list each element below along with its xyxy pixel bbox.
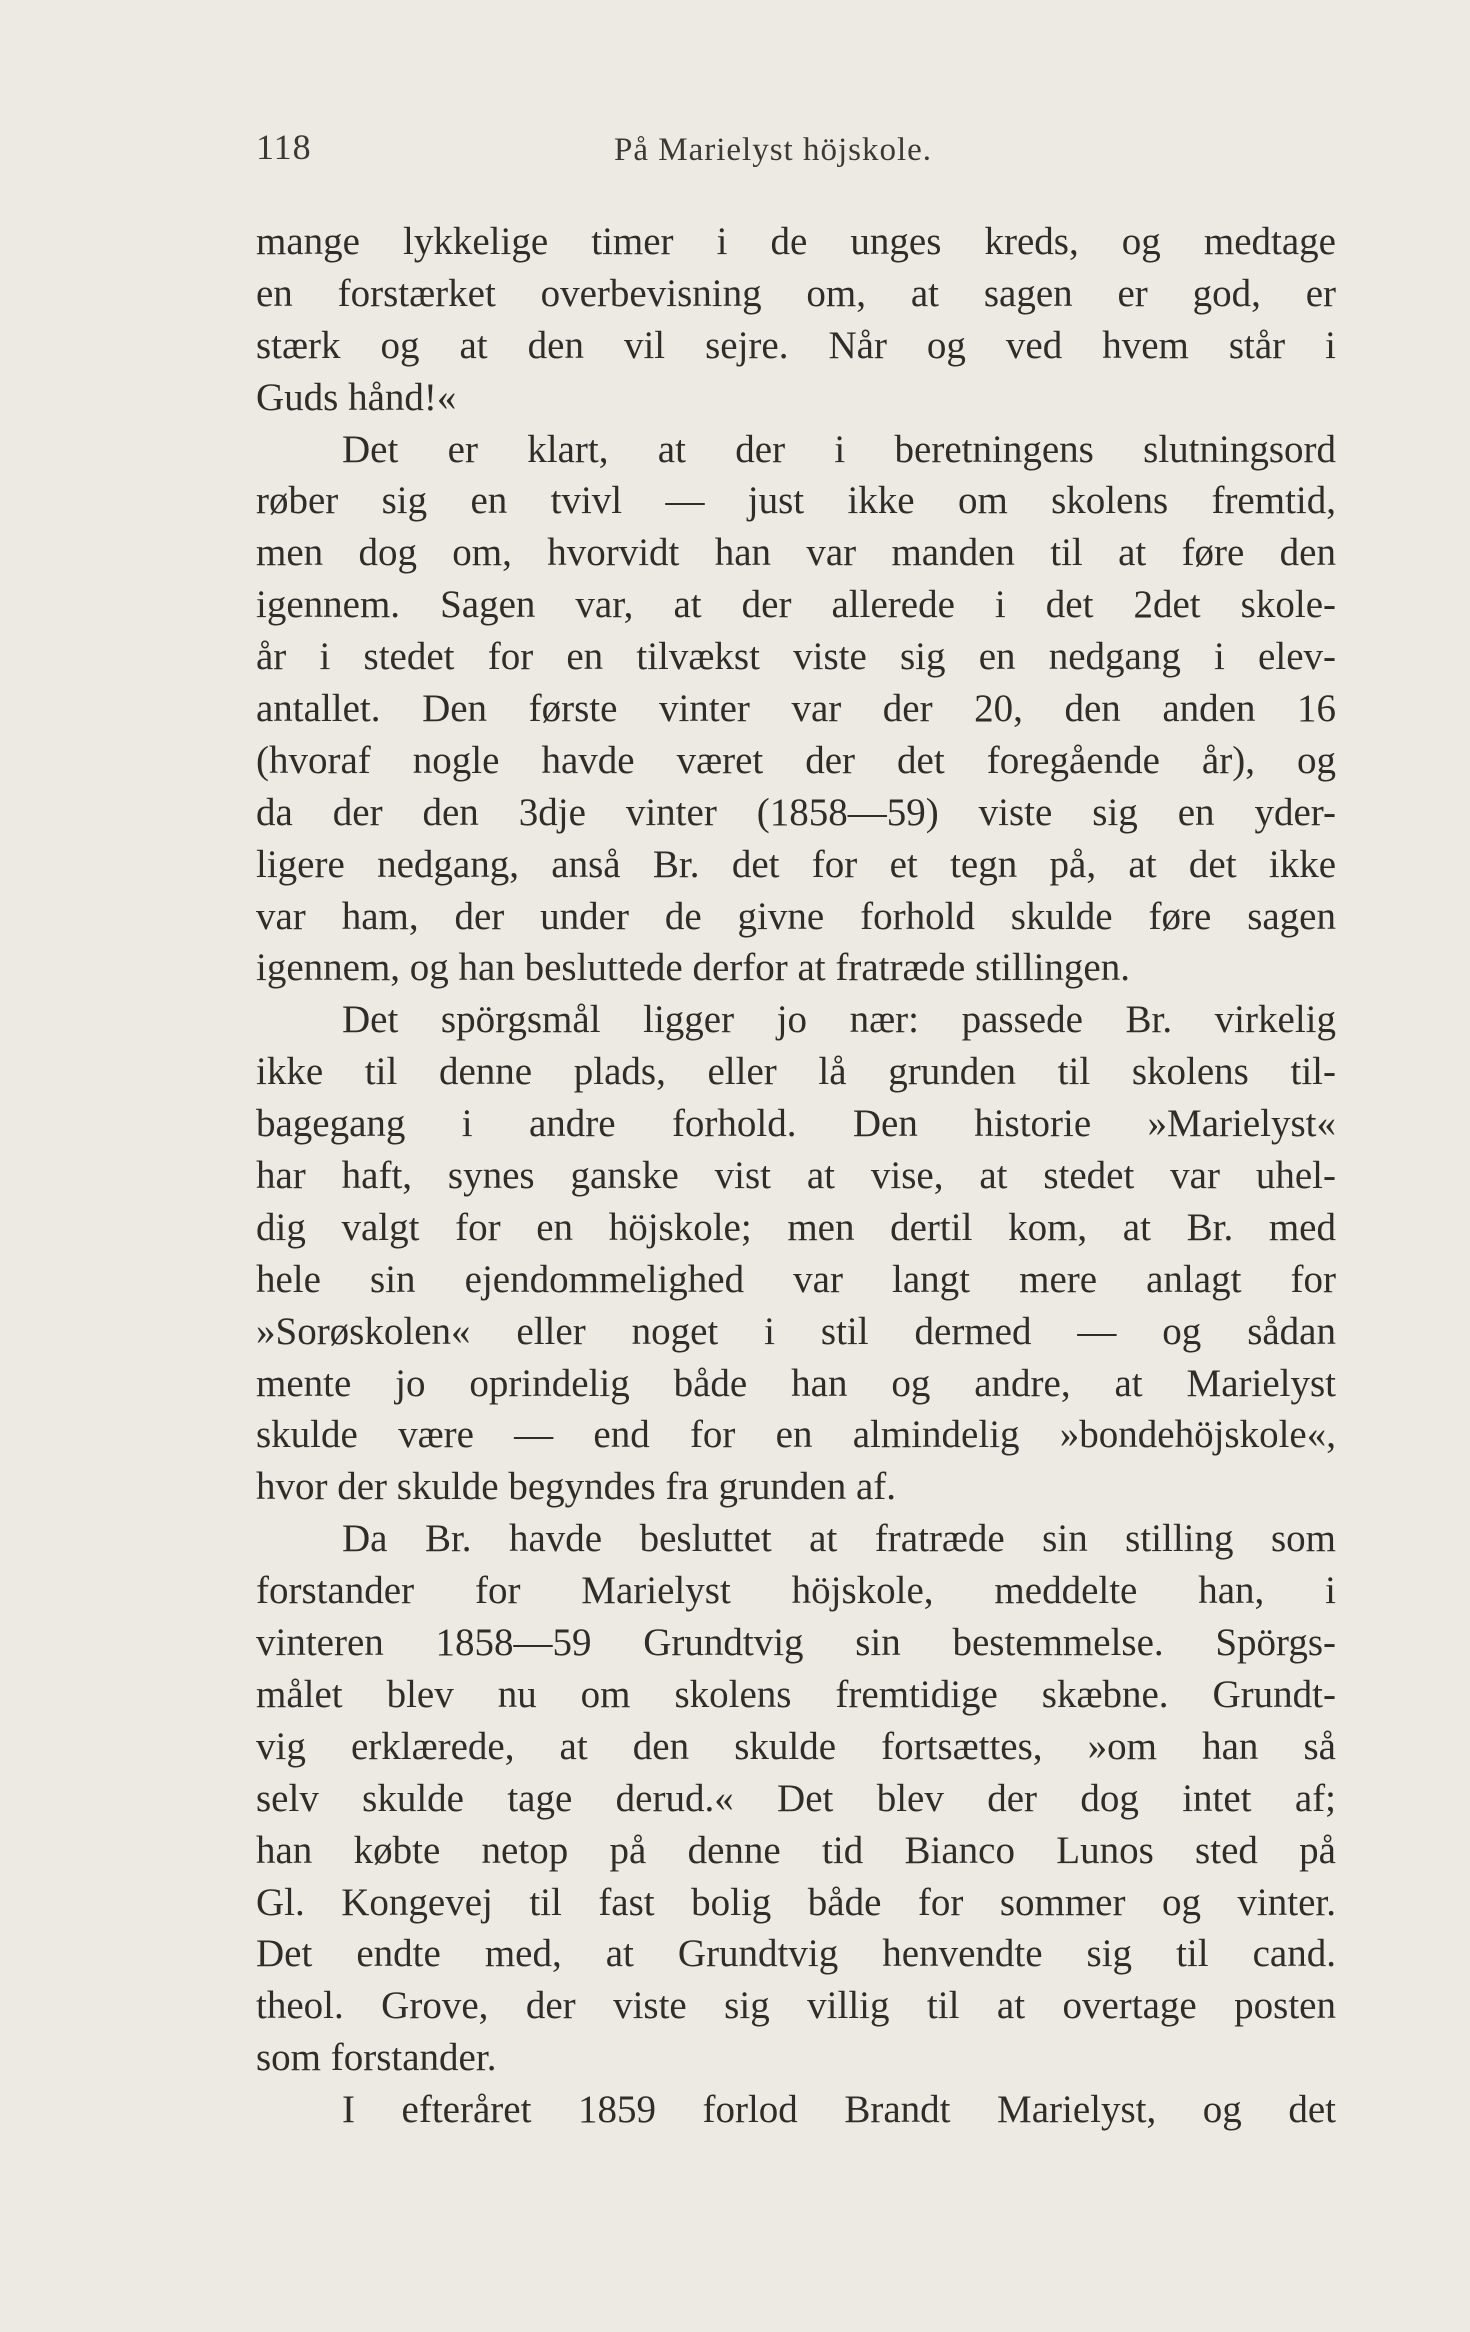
text-line: igennem. Sagen var, at der allerede i det 2det skole- (256, 583, 1336, 627)
text-line: Det spörgsmål ligger jo nær: passede Br. virkelig (342, 998, 1336, 1042)
text-line: stærk og at den vil sejre. Når og ved hvem står i (256, 323, 1336, 367)
text-line: har haft, synes ganske vist at vise, at stedet var uhel- (256, 1154, 1336, 1198)
text-line: selv skulde tage derud.« Det blev der dog intet af; (256, 1776, 1336, 1820)
text-line: målet blev nu om skolens fremtidige skæbne. Grundt- (256, 1672, 1336, 1716)
text-line: theol. Grove, der viste sig villig til at overtage posten (256, 1984, 1336, 2028)
text-line: »Sorøskolen« eller noget i stil dermed — og sådan (256, 1309, 1336, 1353)
text-line: han købte netop på denne tid Bianco Lunos sted på (256, 1828, 1336, 1872)
page-header (256, 126, 1336, 176)
text-line: forstander for Marielyst höjskole, meddelte han, i (256, 1569, 1336, 1613)
text-line: hele sin ejendommelighed var langt mere anlagt for (256, 1257, 1336, 1301)
text-line: skulde være — end for en almindelig »bondehöjskole«, (256, 1413, 1336, 1457)
text-line: som forstander. (256, 2036, 497, 2080)
text-line: vig erklærede, at den skulde fortsættes, »om han så (256, 1724, 1336, 1768)
text-line: ligere nedgang, anså Br. det for et tegn på, at det ikke (256, 842, 1336, 886)
text-line: var ham, der under de givne forhold skulde føre sagen (256, 894, 1336, 938)
text-line: Det endte med, at Grundtvig henvendte sig til cand. (256, 1932, 1336, 1976)
text-line: Guds hånd!« (256, 375, 457, 419)
text-line: antallet. Den første vinter var der 20, den anden 16 (256, 687, 1336, 731)
text-line: I efteråret 1859 forlod Brandt Marielyst, og det (342, 2088, 1336, 2132)
text-line: hvor der skulde begyndes fra grunden af. (256, 1465, 897, 1509)
text-line: en forstærket overbevisning om, at sagen er god, er (256, 271, 1336, 315)
text-line: igennem, og han besluttede derfor at fratræde stillingen. (256, 946, 1130, 990)
text-line: bagegang i andre forhold. Den historie »Marielyst« (256, 1102, 1336, 1146)
text-line: mente jo oprindelig både han og andre, at Marielyst (256, 1361, 1336, 1405)
text-line: Det er klart, at der i beretningens slutningsord (342, 427, 1336, 471)
text-line: da der den 3dje vinter (1858—59) viste sig en yder- (256, 790, 1336, 834)
text-line: men dog om, hvorvidt han var manden til at føre den (256, 531, 1336, 575)
text-line: Da Br. havde besluttet at fratræde sin stilling som (342, 1517, 1336, 1561)
text-line: mange lykkelige timer i de unges kreds, og medtage (256, 220, 1336, 263)
text-line: ikke til denne plads, eller lå grunden til skolens til- (256, 1050, 1336, 1094)
text-line: år i stedet for en tilvækst viste sig en nedgang i elev- (256, 635, 1336, 679)
body-text (256, 216, 1336, 2136)
text-line: vinteren 1858—59 Grundtvig sin bestemmelse. Spörgs- (256, 1621, 1336, 1665)
text-line: Gl. Kongevej til fast bolig både for sommer og vinter. (256, 1880, 1336, 1924)
running-title: På Marielyst höjskole. (614, 132, 933, 168)
page-number: 118 (256, 127, 312, 167)
text-line: (hvoraf nogle havde været der det foregående år), og (256, 738, 1336, 782)
text-line: dig valgt for en höjskole; men dertil kom, at Br. med (256, 1205, 1336, 1249)
text-line: røber sig en tvivl — just ikke om skolens fremtid, (256, 479, 1336, 523)
